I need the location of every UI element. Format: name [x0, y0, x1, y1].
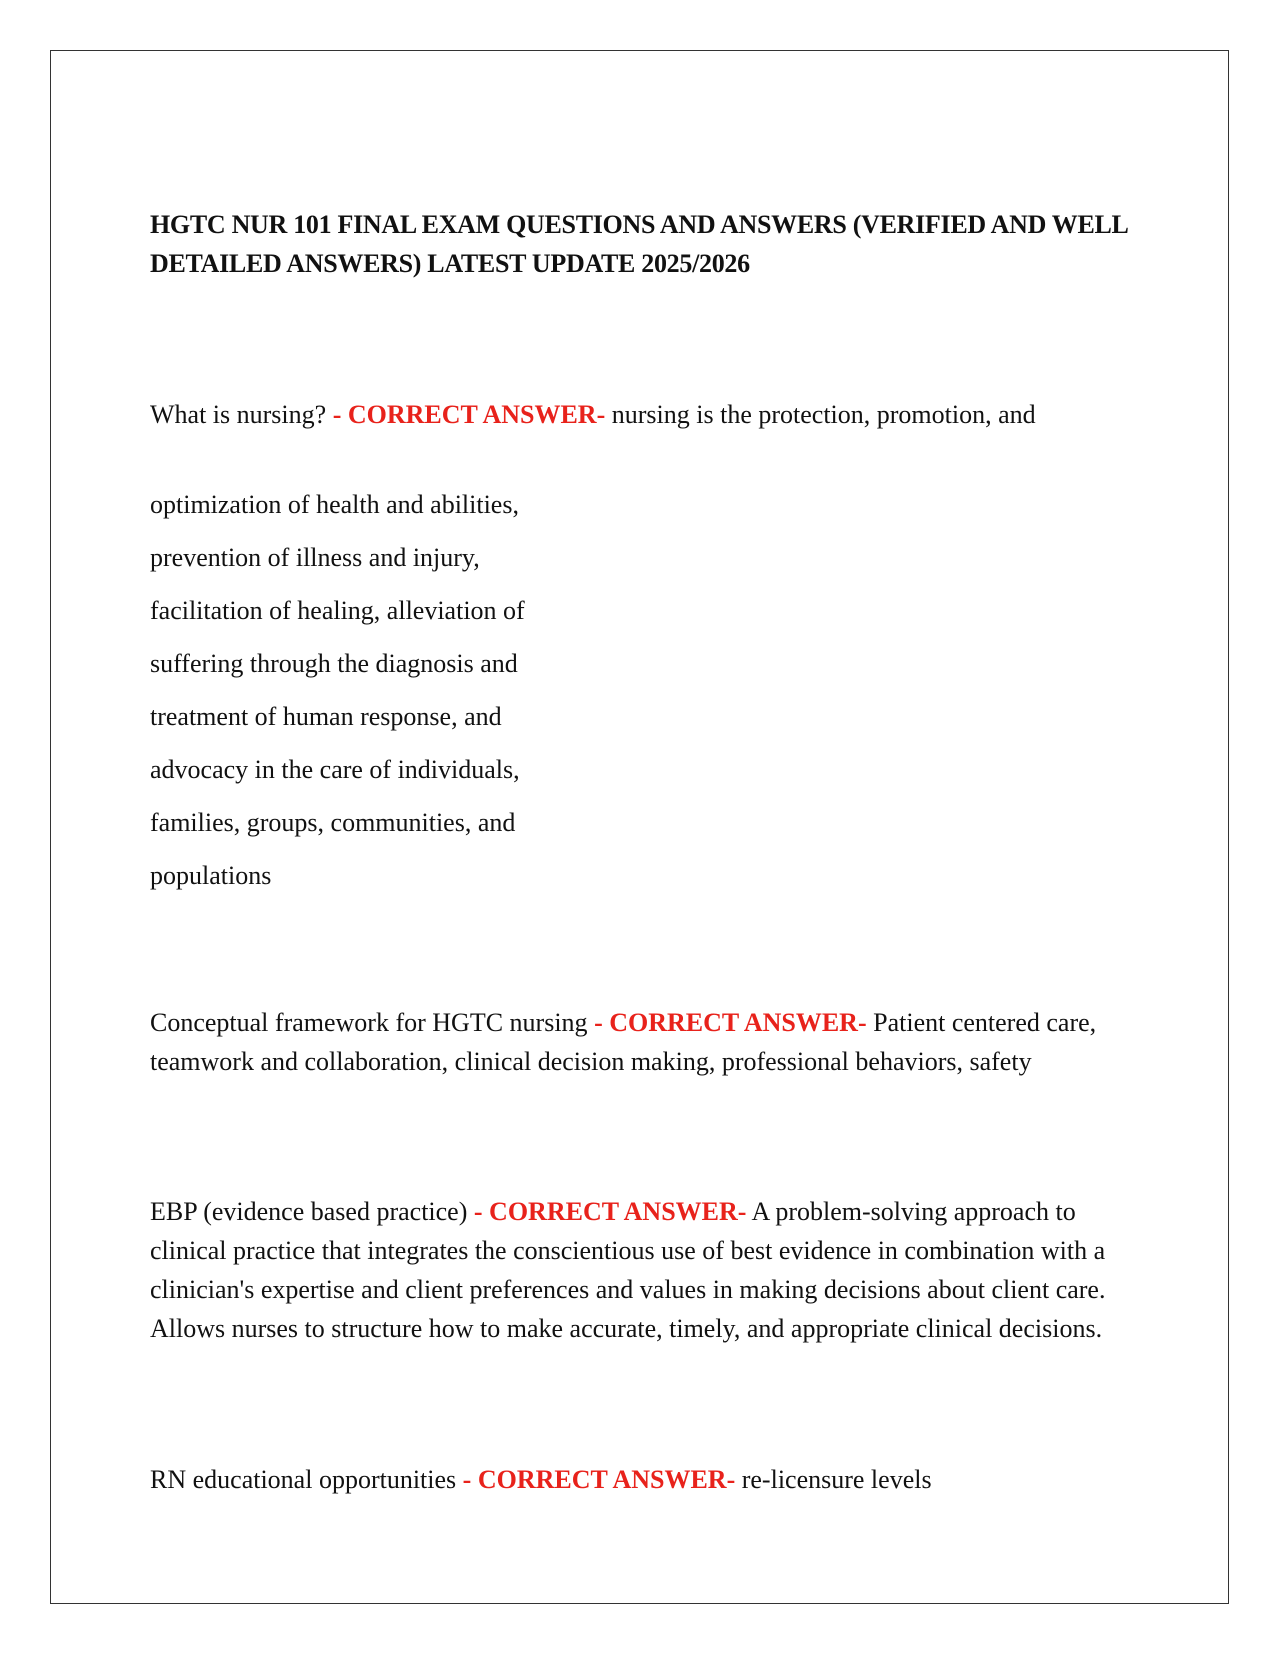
answer-text: re-licensure levels [735, 1465, 932, 1494]
answer-line: families, groups, communities, and [150, 808, 516, 837]
correct-answer-tag: - CORRECT ANSWER- [462, 1465, 736, 1494]
answer-line: optimization of health and abilities, [150, 490, 519, 519]
qa-item-conceptual-framework [150, 1003, 1130, 1081]
answer-line: advocacy in the care of individuals, [150, 755, 520, 784]
answer-text: A problem-solving approach to clinical practice that integrates the conscientious use of best evidence in combination with a clinician's expertise and client preferences and values in making decisions about client care. Allows nurses to structure how to make accurate, timely, and appropriate clinical decisions. [150, 1197, 1106, 1343]
answer-continuation [150, 485, 1130, 909]
question-text: RN educational opportunities [150, 1465, 463, 1494]
qa-item-ebp [150, 1192, 1130, 1348]
document-title: HGTC NUR 101 FINAL EXAM QUESTIONS AND ANSWERS (VERIFIED AND WELL DETAILED ANSWERS) LATEST UPDATE 2025/2026 [150, 210, 1128, 278]
correct-answer-tag: - CORRECT ANSWER- [332, 400, 606, 429]
answer-text: nursing is the protection, promotion, and [605, 400, 1036, 429]
answer-line: facilitation of healing, alleviation of [150, 596, 525, 625]
question-text: What is nursing? [150, 400, 333, 429]
qa-item-nursing [150, 395, 1130, 434]
answer-line: prevention of illness and injury, [150, 543, 480, 572]
correct-answer-tag: - CORRECT ANSWER- [594, 1008, 867, 1037]
answer-line: treatment of human response, and [150, 702, 502, 731]
qa-item-rn-education [150, 1460, 1130, 1499]
answer-line: populations [150, 861, 272, 890]
correct-answer-tag: - CORRECT ANSWER- [473, 1197, 747, 1226]
answer-text: Patient centered care, teamwork and collaboration, clinical decision making, professional behaviors, safety [150, 1008, 1097, 1076]
question-text: EBP (evidence based practice) [150, 1197, 474, 1226]
question-text: Conceptual framework for HGTC nursing [150, 1008, 595, 1037]
answer-line: suffering through the diagnosis and [150, 649, 518, 678]
